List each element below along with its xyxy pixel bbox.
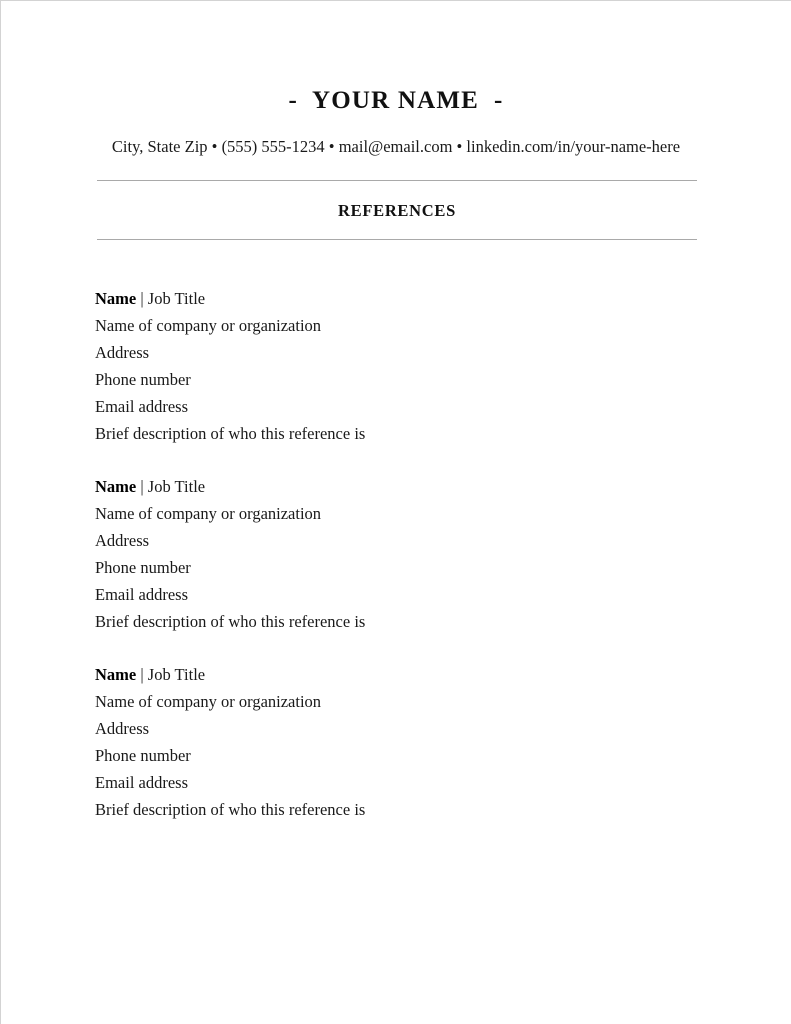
reference-heading	[95, 285, 731, 312]
reference-heading	[95, 661, 731, 688]
reference-name: Name	[95, 665, 137, 685]
reference-separator: |	[136, 289, 148, 309]
reference-name: Name	[95, 477, 137, 497]
reference-entry	[95, 285, 731, 447]
reference-email: Email address	[95, 773, 189, 793]
reference-phone: Phone number	[95, 370, 191, 390]
reference-description: Brief description of who this reference is	[95, 612, 366, 632]
reference-phone: Phone number	[95, 746, 191, 766]
reference-entry	[95, 473, 731, 635]
reference-company: Name of company or organization	[95, 692, 322, 712]
reference-job-title: Job Title	[147, 665, 206, 685]
contact-info-line: City, State Zip • (555) 555-1234 • mail@email.com • linkedin.com/in/your-name-here	[111, 136, 681, 156]
reference-separator: |	[136, 665, 148, 685]
reference-phone: Phone number	[95, 558, 191, 578]
reference-job-title: Job Title	[147, 289, 206, 309]
references-list	[1, 285, 791, 823]
reference-separator: |	[136, 477, 148, 497]
reference-company: Name of company or organization	[95, 504, 322, 524]
reference-job-title: Job Title	[147, 477, 206, 497]
reference-email: Email address	[95, 397, 189, 417]
reference-address: Address	[95, 531, 150, 551]
page-title: - YOUR NAME -	[288, 87, 504, 114]
document-header	[1, 1, 791, 156]
reference-description: Brief description of who this reference is	[95, 424, 366, 444]
reference-address: Address	[95, 343, 150, 363]
reference-email: Email address	[95, 585, 189, 605]
reference-entry	[95, 661, 731, 823]
reference-company: Name of company or organization	[95, 316, 322, 336]
section-divider-bottom	[97, 239, 697, 240]
reference-name: Name	[95, 289, 137, 309]
references-section-header	[1, 180, 791, 240]
reference-description: Brief description of who this reference is	[95, 800, 366, 820]
reference-address: Address	[95, 719, 150, 739]
reference-heading	[95, 473, 731, 500]
section-title-references: REFERENCES	[338, 201, 456, 221]
